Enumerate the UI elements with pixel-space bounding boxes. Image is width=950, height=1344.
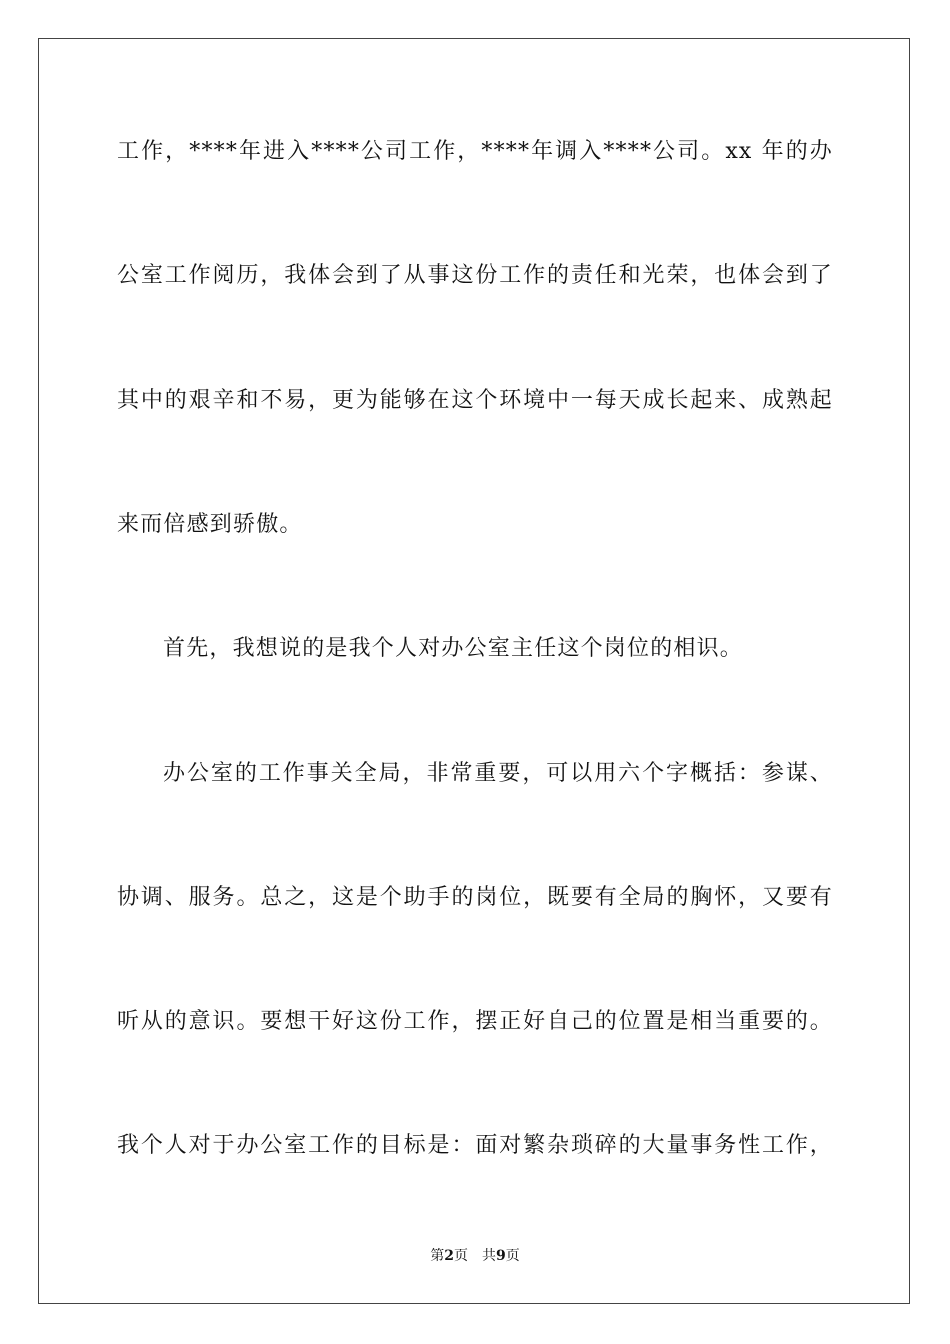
paragraph-line: 首先，我想说的是我个人对办公室主任这个岗位的相识。: [163, 636, 744, 661]
page-number-label: 第2页: [430, 1248, 468, 1264]
page-total-label: 共9页: [482, 1248, 520, 1264]
paragraph-line: 其中的艰辛和不易，更为能够在这个环境中一每天成长起来、成熟起: [117, 388, 833, 413]
page-footer: [0, 1247, 950, 1265]
paragraph-line: 来而倍感到骄傲。: [117, 512, 303, 537]
paragraph-line: 办公室的工作事关全局，非常重要，可以用六个字概括：参谋、: [163, 761, 833, 786]
paragraph-line: 协调、服务。总之，这是个助手的岗位，既要有全局的胸怀，又要有: [117, 885, 833, 910]
page-border: [38, 38, 910, 1304]
paragraph-line: 公室工作阅历，我体会到了从事这份工作的责任和光荣，也体会到了: [117, 263, 833, 288]
paragraph-line: 工作，****年进入****公司工作，****年调入****公司。xx 年的办: [117, 139, 833, 164]
paragraph-line: 听从的意识。要想干好这份工作，摆正好自己的位置是相当重要的。: [117, 1009, 833, 1034]
paragraph-line: 我个人对于办公室工作的目标是：面对繁杂琐碎的大量事务性工作，: [117, 1133, 833, 1158]
